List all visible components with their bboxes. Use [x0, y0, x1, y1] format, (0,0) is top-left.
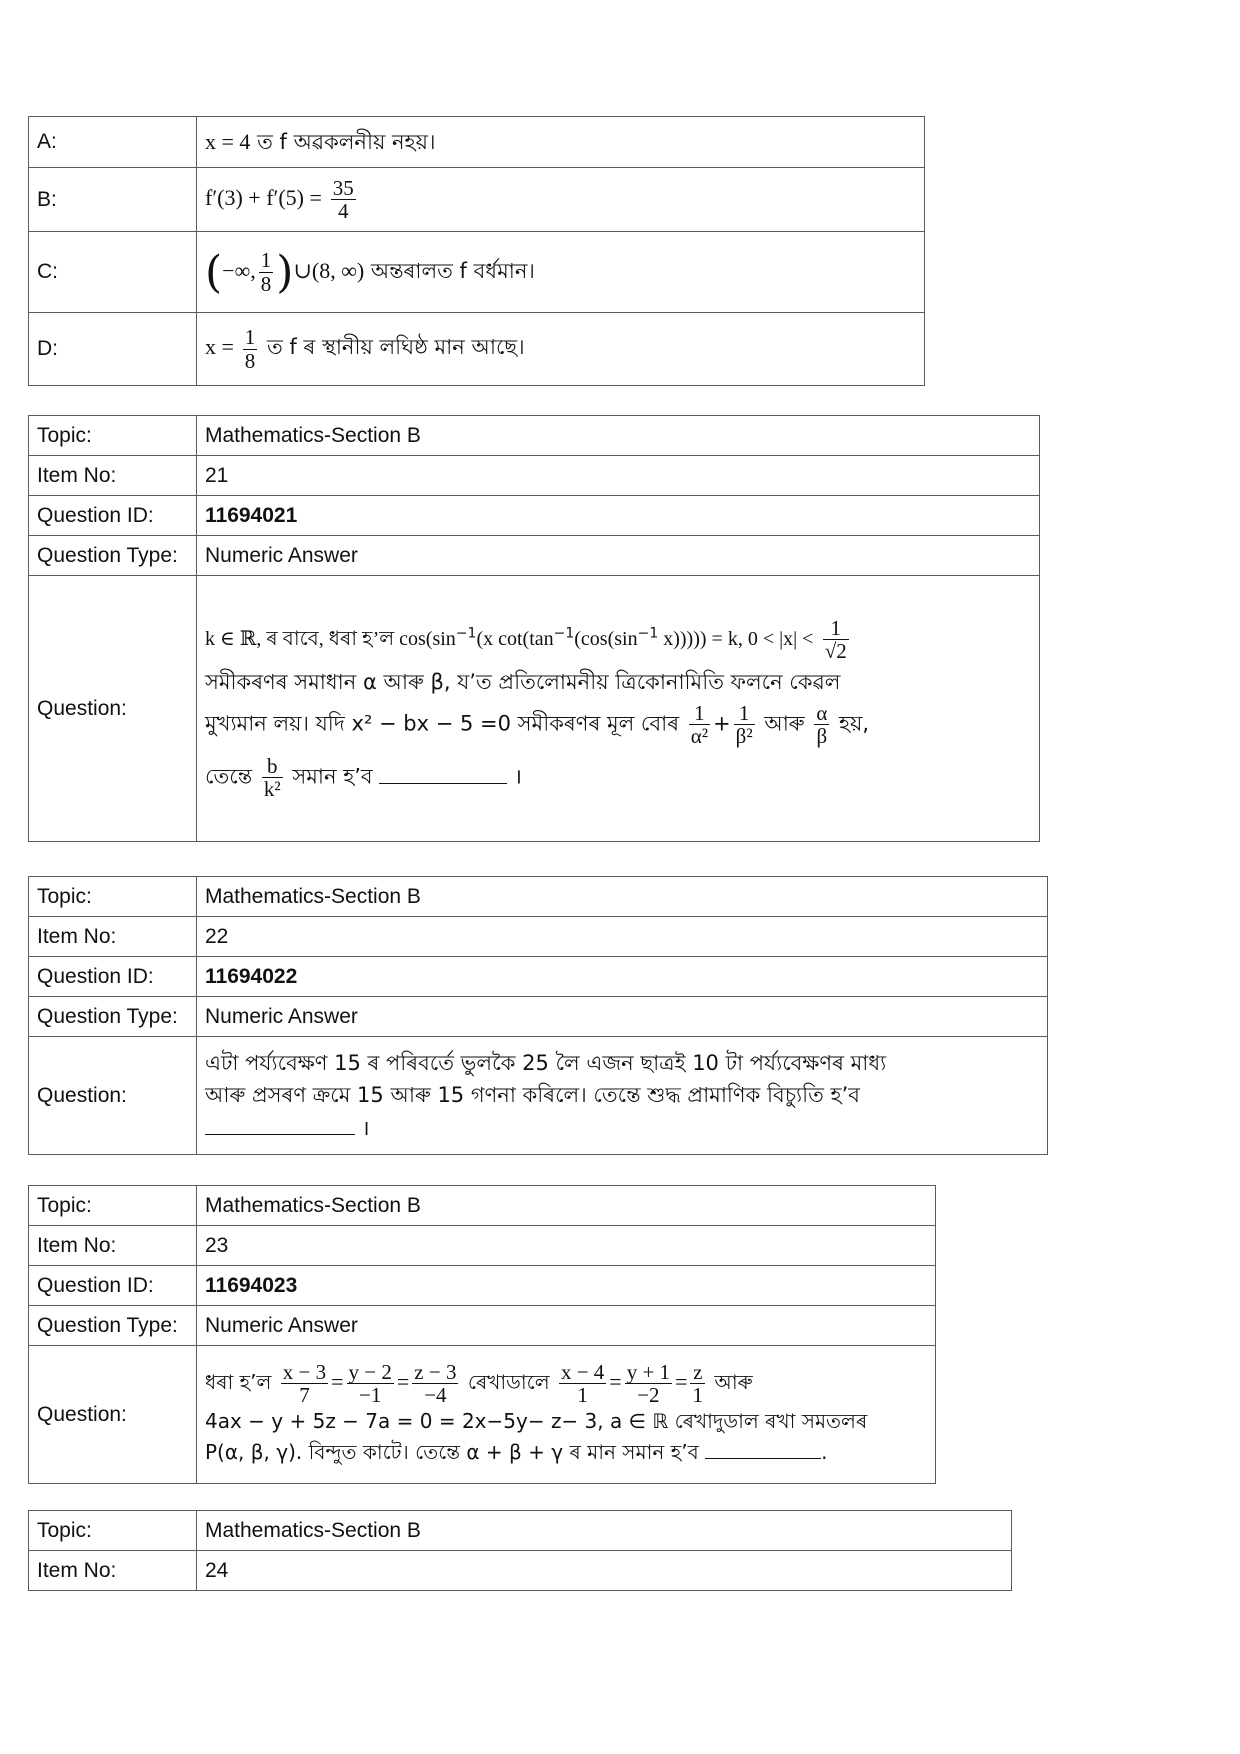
- fraction: $\frac{y - 2}{-1}$: [348, 1359, 392, 1407]
- question-table-24: [28, 1510, 1012, 1591]
- options-table: [28, 116, 925, 386]
- fraction: $\frac{1}{\text{β²}}$: [735, 701, 753, 749]
- topic-label: Topic:: [29, 1186, 197, 1226]
- item-no-label: Item No:: [29, 917, 197, 957]
- answer-blank: [205, 1116, 355, 1135]
- option-label: A:: [29, 117, 197, 168]
- topic-label: Topic:: [29, 1511, 197, 1551]
- fraction: $\frac{1}{\text{α²}}$: [690, 701, 709, 749]
- question-type-label: Question Type:: [29, 1306, 197, 1346]
- item-no-value: 22: [197, 917, 1048, 957]
- question-table-21: [28, 415, 1040, 842]
- question-type-label: Question Type:: [29, 997, 197, 1037]
- fraction: $\frac{z - 3}{-4}$: [414, 1359, 457, 1407]
- answer-blank: [705, 1440, 821, 1459]
- question-id-value: 11694022: [197, 957, 1048, 997]
- topic-value: Mathematics-Section B: [197, 1511, 1012, 1551]
- question-id-label: Question ID:: [29, 1266, 197, 1306]
- question-text: k ∈ ℝ, ৰ বাবে, ধৰা হ’ল $\cos(\sin^{-1}(x$ $\cot(\tan^{-1}(\cos(\sin^{-1}$ x))))) = k, 0 < |x| < $\frac{1}{√2}$ সমীকৰণৰ সমাধান α আৰু β, য’ত প্ৰতিলোমনীয় ত্ৰিকোনামিতি ফলনে কেৱল মুখ্যমান লয়। যদি x² − bx − 5 =0 সমীকৰণৰ মূল বোৰ $\frac{1}{\text{α²}}$ + $\frac{1}{\text{β²}}$ আৰু $\frac{\alpha}{\beta}$ হয়, তেন্তে $\frac{b}{\text{k²}}$ সমান হ’ব ।: [197, 576, 1040, 842]
- question-text: ধৰা হ’ল $\frac{x - 3}{7}$ = $\frac{y - 2}{-1}$ = $\frac{z - 3}{-4}$ ৰেখাডালে $\frac{x - 4}{1}$ = $\frac{y + 1}{-2}$ = $\frac{z}{1}$ আৰু 4ax − y + 5z − 7a = 0 = 2x−5y− z− 3, a ∈ ℝ ৰেখাদুডাল ৰখা সমতলৰ P(α, β, γ). বিন্দুত কাটে। তেন্তে α + β + γ ৰ মান সমান হ’ব .: [197, 1346, 936, 1484]
- fraction: $\frac{x - 4}{1}$: [560, 1359, 605, 1407]
- option-label: D:: [29, 313, 197, 386]
- option-row-c: [29, 232, 925, 313]
- question-type-value: Numeric Answer: [197, 997, 1048, 1037]
- option-label: B:: [29, 168, 197, 232]
- option-row-b: [29, 168, 925, 232]
- topic-value: Mathematics-Section B: [197, 416, 1040, 456]
- question-id-value: 11694023: [197, 1266, 936, 1306]
- question-table-22: [28, 876, 1048, 1155]
- option-c-text: (−∞, $\frac{1}{8}$ )∪(8, ∞) অন্তৰালত f বৰ্ধমান।: [197, 232, 925, 313]
- question-id-label: Question ID:: [29, 496, 197, 536]
- topic-value: Mathematics-Section B: [197, 877, 1048, 917]
- question-type-label: Question Type:: [29, 536, 197, 576]
- question-text: এটা পৰ্য্যবেক্ষণ 15 ৰ পৰিবৰ্তে ভুলকৈ 25 লৈ এজন ছাত্ৰই 10 টা পৰ্য্যবেক্ষণৰ মাধ্য আৰু প্ৰসৰণ ক্ৰমে 15 আৰু 15 গণনা কৰিলে। তেন্তে শুদ্ধ প্ৰামাণিক বিচ্যুতি হ’ব ।: [197, 1037, 1048, 1155]
- fraction: $\frac{z}{1}$: [692, 1359, 703, 1407]
- topic-value: Mathematics-Section B: [197, 1186, 936, 1226]
- question-type-value: Numeric Answer: [197, 536, 1040, 576]
- question-label: Question:: [29, 576, 197, 842]
- fraction: $\frac{y + 1}{-2}$: [626, 1359, 671, 1407]
- question-label: Question:: [29, 1346, 197, 1484]
- option-row-a: [29, 117, 925, 168]
- item-no-label: Item No:: [29, 456, 197, 496]
- option-b-text: f′(3) + f′(5) = $\frac{35}{4}$: [197, 168, 925, 232]
- option-d-text: x = $\frac{1}{8}$ ত f ৰ স্থানীয় লঘিষ্ঠ মান আছে।: [197, 313, 925, 386]
- option-row-d: [29, 313, 925, 386]
- topic-label: Topic:: [29, 416, 197, 456]
- fraction: $\frac{1}{8}$: [260, 248, 272, 296]
- fraction: $\frac{\alpha}{\beta}$: [816, 701, 828, 749]
- question-label: Question:: [29, 1037, 197, 1155]
- question-id-label: Question ID:: [29, 957, 197, 997]
- question-table-23: [28, 1185, 936, 1484]
- item-no-value: 21: [197, 456, 1040, 496]
- topic-label: Topic:: [29, 877, 197, 917]
- fraction: $\frac{35}{4}$: [332, 175, 354, 223]
- question-id-value: 11694021: [197, 496, 1040, 536]
- fraction: $\frac{b}{\text{k²}}$: [263, 754, 281, 802]
- item-no-value: 24: [197, 1551, 1012, 1591]
- item-no-value: 23: [197, 1226, 936, 1266]
- fraction: $\frac{1}{8}$: [244, 325, 256, 373]
- option-a-text: x = 4 ত f অৱকলনীয় নহয়।: [197, 117, 925, 168]
- item-no-label: Item No:: [29, 1226, 197, 1266]
- answer-blank: [379, 765, 507, 784]
- question-type-value: Numeric Answer: [197, 1306, 936, 1346]
- option-label: C:: [29, 232, 197, 313]
- item-no-label: Item No:: [29, 1551, 197, 1591]
- fraction: $\frac{x - 3}{7}$: [282, 1359, 327, 1407]
- fraction: $\frac{1}{√2}$: [824, 615, 847, 663]
